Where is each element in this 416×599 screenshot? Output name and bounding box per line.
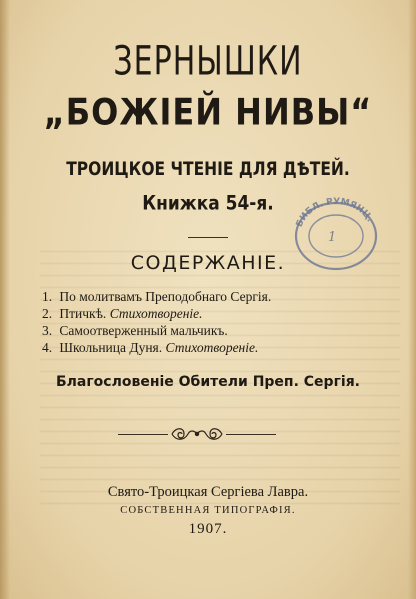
item-genre: Стихотвореніе.: [165, 340, 259, 355]
stamp-ring-text: БИБЛ. РУМЯНЦ.: [294, 196, 375, 229]
contents-item: [42, 288, 372, 305]
short-divider: [188, 237, 228, 238]
item-number: 1.: [42, 289, 53, 304]
item-title: Птичкѣ.: [59, 306, 110, 321]
title-line-2: „БОЖІЕЙ НИВЫ“: [43, 90, 373, 134]
contents-item: [42, 305, 372, 322]
item-genre: Стихотвореніе.: [109, 306, 203, 321]
contents-item: [42, 339, 372, 356]
book-number: Книжка 54-я.: [142, 192, 274, 215]
item-number: 2.: [42, 306, 53, 321]
divider-right: [226, 434, 276, 435]
subtitle: ТРОИЦКОЕ ЧТЕНІЕ ДЛЯ ДѢТЕЙ.: [66, 158, 350, 180]
blessing-line: Благословеніе Обители Преп. Сергія.: [55, 374, 360, 390]
item-title: По молитвамъ Преподобнаго Сергія.: [59, 289, 272, 304]
item-title: Школьница Дуня.: [59, 340, 166, 355]
contents-item: [42, 322, 372, 339]
contents-heading: СОДЕРЖАНІЕ.: [130, 252, 286, 274]
press-name: Свято-Троицкая Сергіева Лавра.: [107, 484, 309, 500]
item-title: Самоотверженный мальчикъ.: [59, 323, 228, 338]
title-line-1: ЗЕРНЫШКИ: [113, 38, 303, 86]
year: 1907.: [188, 521, 228, 537]
pencil-mark: 1: [328, 230, 337, 245]
contents-list: [42, 288, 372, 356]
item-number: 3.: [42, 323, 53, 338]
ornament-icon: [168, 424, 226, 444]
typography-line: СОБСТВЕННАЯ ТИПОГРАФІЯ.: [120, 505, 296, 516]
divider-left: [118, 434, 168, 435]
item-number: 4.: [42, 340, 53, 355]
